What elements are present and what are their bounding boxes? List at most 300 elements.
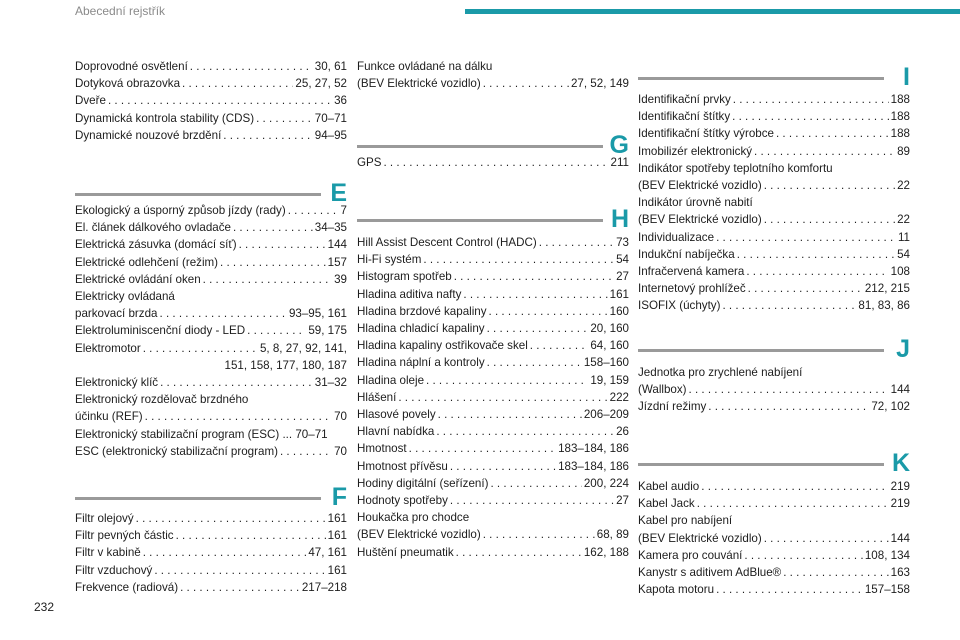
entry-pages: 81, 83, 86	[858, 299, 910, 313]
entry-row	[75, 219, 347, 236]
index-entry	[357, 440, 629, 457]
entry-term: Hladina brzdové kapaliny	[357, 304, 487, 318]
entry-row	[75, 340, 347, 357]
entry-pages: 25, 27, 52	[295, 77, 347, 91]
dot-leader	[438, 406, 582, 423]
entry-pages: 188	[890, 93, 910, 106]
entry-term: Filtr pevných částic	[75, 529, 174, 543]
index-entry	[638, 297, 910, 314]
index-entry	[638, 211, 910, 228]
dot-leader	[223, 127, 312, 144]
index-entry	[75, 510, 347, 527]
index-entry	[357, 58, 629, 75]
entry-row	[638, 564, 910, 581]
entry-term: Indikátor úrovně nabití	[638, 196, 753, 210]
entry-pages: 70–71	[314, 111, 347, 125]
section-letter: F	[331, 483, 347, 511]
index-entry	[357, 268, 629, 285]
entry-term: Dynamické nouzové brzdění	[75, 128, 222, 142]
index-entry	[638, 581, 910, 598]
entry-term: Infračervená kamera	[638, 265, 745, 278]
entry-row	[75, 374, 347, 391]
entry-row	[75, 58, 347, 75]
entry-term: Hmotnost	[357, 442, 407, 456]
entry-row	[638, 381, 910, 398]
entry-term: GPS	[357, 156, 382, 169]
dot-leader	[456, 544, 582, 561]
entry-pages: 11	[897, 230, 910, 244]
entry-row	[357, 354, 629, 371]
dot-leader	[143, 544, 307, 561]
entry-pages: 64, 160	[590, 339, 629, 353]
dot-leader	[450, 492, 614, 509]
dot-leader	[783, 564, 888, 581]
index-entry	[638, 398, 910, 415]
entry-term: Elektrické ovládání oken	[75, 272, 201, 286]
entry-term: Houkačka pro chodce	[357, 511, 470, 525]
entry-pages: 27	[616, 270, 629, 284]
index-entry	[75, 579, 347, 596]
index-entry	[638, 177, 910, 194]
entry-pages: 162, 188	[583, 545, 629, 559]
dot-leader	[722, 297, 856, 314]
entry-term: Elektronický stabilizační program (ESC) ... 70–71	[75, 427, 328, 441]
entry-pages: 188	[890, 127, 910, 141]
entry-pages: 30, 61	[314, 60, 347, 73]
entry-pages: 19, 159	[590, 373, 629, 387]
index-entry	[75, 544, 347, 561]
entry-row	[357, 526, 629, 543]
index-entry	[357, 406, 629, 423]
entry-pages: 144	[890, 383, 910, 397]
dot-leader	[487, 320, 589, 337]
entry-pages: 161	[609, 287, 629, 301]
index-entry	[638, 246, 910, 263]
entry-term: Filtr vzduchový	[75, 563, 153, 577]
dot-leader	[154, 562, 325, 579]
dot-leader	[383, 154, 608, 171]
entry-term: Hodiny digitální (seřízení)	[357, 476, 489, 490]
index-entry	[75, 562, 347, 579]
entry-pages: 108	[890, 265, 910, 278]
entry-pages: 59, 175	[308, 324, 347, 338]
entry-pages: 94–95	[314, 128, 347, 142]
dot-leader	[220, 254, 326, 271]
entry-term: Hlášení	[357, 390, 397, 404]
entry-pages: 68, 89	[596, 528, 629, 542]
index-entry	[357, 354, 629, 371]
entry-pages: 157–158	[864, 583, 910, 597]
index-entry	[75, 219, 347, 236]
entry-pages: 72, 102	[871, 400, 910, 414]
dot-leader	[744, 547, 862, 564]
entry-row	[357, 154, 629, 171]
section-rule	[638, 77, 884, 80]
entry-row	[357, 286, 629, 303]
dot-leader	[708, 398, 869, 415]
dot-leader	[483, 526, 595, 543]
index-entry	[638, 91, 910, 108]
section-letter: G	[609, 131, 629, 159]
dot-leader	[754, 143, 895, 160]
entry-pages: 217–218	[301, 580, 347, 594]
dot-leader	[776, 125, 889, 142]
dot-leader	[136, 510, 326, 527]
entry-row	[75, 202, 347, 219]
index-entry	[638, 108, 910, 125]
section-header-h	[357, 198, 629, 238]
entry-pages: 219	[890, 497, 910, 511]
entry-row	[638, 91, 910, 108]
entry-pages: 54	[897, 247, 910, 261]
entry-row	[638, 177, 910, 194]
entry-row	[75, 75, 347, 92]
index-entry	[357, 544, 629, 561]
entry-pages: 22	[897, 179, 910, 192]
entry-pages: 160	[609, 304, 629, 318]
entry-row	[638, 547, 910, 564]
dot-leader	[530, 337, 589, 354]
entry-row	[75, 443, 347, 460]
index-entry	[638, 564, 910, 581]
dot-leader	[489, 303, 608, 320]
index-entry	[638, 229, 910, 246]
entry-term: Jízdní režimy	[638, 400, 707, 414]
index-entry	[357, 154, 629, 171]
entry-pages: 7	[340, 204, 347, 217]
index-entry	[357, 234, 629, 251]
entry-pages: 144	[327, 238, 347, 252]
entry-pages: 89	[897, 144, 910, 158]
entry-pages: 27	[616, 494, 629, 507]
entry-row	[357, 320, 629, 337]
dot-leader	[764, 177, 895, 194]
dot-leader	[190, 58, 313, 75]
entry-pages: 26	[616, 425, 629, 439]
dot-leader	[233, 219, 313, 236]
entry-term: Kamera pro couvání	[638, 548, 743, 562]
dot-leader	[176, 527, 326, 544]
entry-term: Funkce ovládané na dálku	[357, 60, 493, 73]
index-entry	[75, 236, 347, 253]
entry-term: Elektronický klíč	[75, 376, 159, 389]
dot-leader	[182, 75, 293, 92]
index-entry	[75, 110, 347, 127]
entry-row	[75, 271, 347, 288]
entry-term: Kabel Jack	[638, 497, 695, 511]
entry-term: Identifikační prvky	[638, 93, 731, 106]
dot-leader	[239, 236, 326, 253]
entry-row	[357, 492, 629, 509]
entry-term: Individualizace	[638, 230, 715, 244]
index-entry	[75, 527, 347, 544]
dot-leader	[737, 246, 895, 263]
entry-row	[638, 263, 910, 280]
index-entry	[638, 194, 910, 211]
entry-row	[75, 562, 347, 579]
index-entry	[75, 288, 347, 305]
entry-pages: 222	[609, 390, 629, 404]
entry-term: Kapota motoru	[638, 583, 715, 597]
entry-row	[357, 475, 629, 492]
entry-term: ISOFIX (úchyty)	[638, 299, 721, 313]
entry-term: Elektromotor	[75, 341, 141, 355]
index-entry	[75, 322, 347, 339]
entry-term: parkovací brzda	[75, 307, 158, 321]
entry-pages: 144	[890, 531, 910, 545]
entry-term: Identifikační štítky	[638, 110, 731, 124]
entry-term: ESC (elektronický stabilizační program)	[75, 444, 278, 458]
entry-term: Kabel pro nabíjení	[638, 514, 733, 528]
index-entry	[357, 475, 629, 492]
index-entry	[75, 75, 347, 92]
dot-leader	[160, 374, 313, 391]
entry-pages: 161	[327, 512, 347, 525]
dot-leader	[764, 530, 889, 547]
entry-term: Frekvence (radiová)	[75, 580, 179, 594]
section-rule	[357, 219, 603, 222]
entry-row	[638, 280, 910, 297]
index-entry	[75, 408, 347, 425]
dot-leader	[160, 305, 287, 322]
index-entry	[75, 426, 347, 443]
dot-leader	[732, 108, 889, 125]
entry-term: Elektrické odlehčení (režim)	[75, 255, 219, 269]
entry-row	[638, 478, 910, 495]
dot-leader	[748, 280, 863, 297]
entry-row	[357, 75, 629, 92]
index-entry	[638, 364, 910, 381]
index-entry	[638, 381, 910, 398]
index-entry	[638, 495, 910, 512]
entry-term: Elektricky ovládaná	[75, 290, 175, 303]
entry-row	[638, 398, 910, 415]
section-header-j	[638, 328, 910, 368]
entry-term: (BEV Elektrické vozidlo)	[638, 531, 762, 545]
entry-term: Hi-Fi systém	[357, 253, 422, 267]
entry-row	[75, 322, 347, 339]
entry-term: Dynamická kontrola stability (CDS)	[75, 111, 255, 125]
entry-term: Dveře	[75, 94, 106, 108]
entry-term: Hmotnost přívěsu	[357, 459, 448, 473]
entry-pages: 39	[334, 272, 347, 286]
section-rule	[638, 463, 884, 466]
dot-leader	[145, 408, 332, 425]
index-entry	[357, 303, 629, 320]
index-entry	[75, 254, 347, 271]
entry-row	[75, 544, 347, 561]
dot-leader	[203, 271, 332, 288]
index-entry	[75, 92, 347, 109]
entry-term: Kanystr s aditivem AdBlue®	[638, 566, 782, 579]
entry-pages: 70	[334, 444, 347, 458]
index-entry	[638, 160, 910, 177]
index-entry	[357, 423, 629, 440]
entry-pages: 200, 224	[583, 476, 629, 490]
index-entry	[357, 75, 629, 92]
entry-pages: 188	[890, 110, 910, 124]
index-entry	[638, 547, 910, 564]
dot-leader	[398, 389, 607, 406]
entry-pages: 70	[334, 410, 347, 424]
entry-row	[357, 234, 629, 251]
index-entry	[75, 374, 347, 391]
entry-row	[357, 337, 629, 354]
index-entry	[638, 530, 910, 547]
entry-term: (BEV Elektrické vozidlo)	[357, 77, 481, 91]
entry-term: Kabel audio	[638, 480, 700, 493]
dot-leader	[426, 372, 588, 389]
entry-pages: 47, 161	[308, 546, 347, 560]
entry-row	[357, 303, 629, 320]
entry-row	[638, 143, 910, 160]
index-entry	[357, 320, 629, 337]
entry-pages: 34–35	[314, 221, 347, 235]
dot-leader	[764, 211, 895, 228]
header-title: Abecední rejstřík	[75, 4, 166, 18]
section-letter: J	[896, 335, 910, 363]
entry-term: Doprovodné osvětlení	[75, 60, 188, 73]
entry-term: Hlasové povely	[357, 408, 436, 421]
dot-leader	[108, 92, 332, 109]
dot-leader	[490, 475, 581, 492]
entry-row	[357, 423, 629, 440]
index-entry	[75, 391, 347, 408]
entry-term: Imobilizér elektronický	[638, 144, 753, 158]
entry-term: Histogram spotřeb	[357, 270, 452, 284]
entry-pages-continued: 151, 158, 177, 180, 187	[224, 358, 347, 372]
dot-leader	[454, 268, 614, 285]
index-entry	[75, 58, 347, 75]
entry-pages: 5, 8, 27, 92, 141,	[259, 341, 347, 355]
entry-pages: 27, 52, 149	[570, 77, 629, 91]
index-entry	[357, 492, 629, 509]
entry-row	[75, 236, 347, 253]
dot-leader	[716, 229, 896, 246]
section-header-k	[638, 442, 910, 482]
index-entry	[638, 263, 910, 280]
entry-row	[638, 297, 910, 314]
entry-row	[357, 251, 629, 268]
entry-term: Jednotka pro zrychlené nabíjení	[638, 366, 803, 379]
entry-pages: 36	[334, 94, 347, 108]
entry-pages: 161	[327, 529, 347, 543]
entry-term: Filtr olejový	[75, 512, 134, 525]
entry-term: Hodnoty spotřeby	[357, 494, 448, 507]
dot-leader	[256, 110, 313, 127]
entry-pages: 212, 215	[864, 282, 910, 296]
dot-leader	[701, 478, 888, 495]
dot-leader	[247, 322, 306, 339]
index-entry	[357, 286, 629, 303]
dot-leader	[423, 251, 614, 268]
index-entry	[357, 458, 629, 475]
entry-term: účinku (REF)	[75, 410, 143, 424]
entry-term: Hladina kapaliny ostřikovače skel	[357, 339, 528, 353]
entry-row	[75, 92, 347, 109]
entry-pages: 211	[610, 156, 629, 169]
header-accent-bar	[465, 9, 960, 14]
entry-term: Hladina oleje	[357, 373, 425, 387]
entry-term: Elektrická zásuvka (domácí síť)	[75, 238, 237, 252]
entry-term: Hladina náplní a kontroly	[357, 356, 485, 370]
page-number: 232	[34, 600, 55, 614]
section-letter: H	[610, 205, 629, 233]
dot-leader	[436, 423, 614, 440]
section-rule	[75, 193, 321, 196]
entry-row	[638, 125, 910, 142]
index-entry	[357, 372, 629, 389]
index-entry	[357, 389, 629, 406]
entry-term: Huštění pneumatik	[357, 545, 454, 559]
entry-row	[357, 406, 629, 423]
entry-row	[75, 127, 347, 144]
dot-leader	[733, 91, 889, 108]
index-entry	[357, 251, 629, 268]
index-entry	[75, 443, 347, 460]
index-entry	[75, 357, 347, 374]
entry-term: Hlavní nabídka	[357, 425, 435, 439]
entry-pages: 157	[327, 255, 347, 269]
dot-leader	[288, 202, 339, 219]
entry-pages: 163	[890, 566, 910, 579]
entry-pages: 73	[616, 236, 629, 249]
dot-leader	[746, 263, 888, 280]
index-entry	[75, 202, 347, 219]
entry-term: El. článek dálkového ovladače	[75, 221, 231, 235]
entry-term: Filtr v kabině	[75, 546, 141, 560]
dot-leader	[697, 495, 889, 512]
entry-row	[638, 495, 910, 512]
entry-pages: 219	[890, 480, 910, 493]
section-letter: K	[891, 449, 910, 477]
entry-pages: 206–209	[583, 408, 629, 421]
index-entry	[75, 305, 347, 322]
entry-pages: 93–95, 161	[288, 307, 347, 321]
entry-pages: 31–32	[314, 376, 347, 389]
index-entry	[638, 512, 910, 529]
entry-pages: 54	[616, 253, 629, 267]
entry-term: Indikátor spotřeby teplotního komfortu	[638, 161, 833, 175]
entry-term: Hladina aditiva nafty	[357, 287, 462, 301]
index-entry	[638, 478, 910, 495]
section-letter: E	[330, 179, 347, 207]
entry-row	[638, 581, 910, 598]
entry-term: (BEV Elektrické vozidlo)	[638, 179, 762, 192]
dot-leader	[450, 458, 556, 475]
entry-term: Indukční nabíječka	[638, 247, 735, 261]
index-entry	[75, 271, 347, 288]
section-rule	[638, 349, 884, 352]
entry-row	[638, 246, 910, 263]
section-header-i	[638, 56, 910, 96]
index-entry	[357, 509, 629, 526]
index-entry	[75, 340, 347, 357]
dot-leader	[539, 234, 614, 251]
entry-pages: 183–184, 186	[558, 459, 629, 473]
entry-row	[357, 389, 629, 406]
section-rule	[75, 497, 321, 500]
index-entry	[638, 125, 910, 142]
entry-pages: 20, 160	[590, 322, 629, 335]
entry-pages: 22	[897, 213, 910, 227]
entry-term: (Wallbox)	[638, 383, 687, 397]
index-entry	[638, 143, 910, 160]
dot-leader	[487, 354, 582, 371]
entry-row	[75, 305, 347, 322]
index-entry	[357, 526, 629, 543]
entry-row	[357, 268, 629, 285]
